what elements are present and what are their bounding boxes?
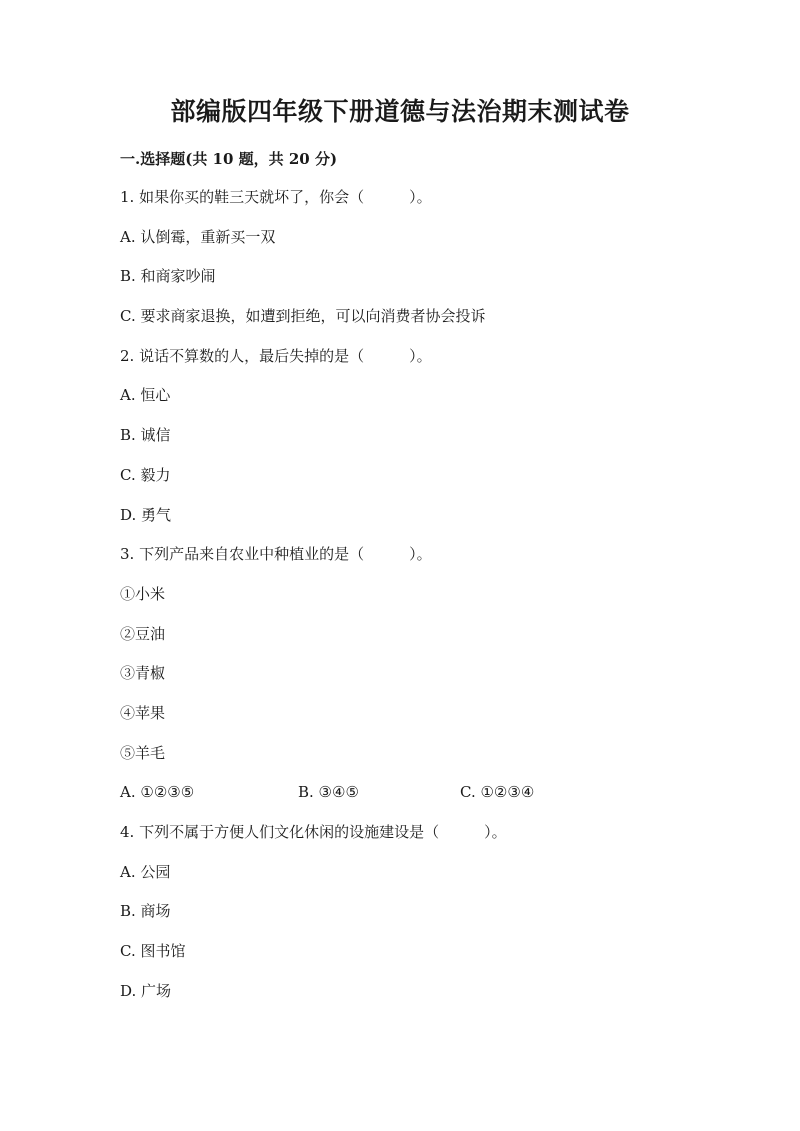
question-4-option-d: D. 广场 (120, 981, 172, 1000)
question-3-item-5: ⑤羊毛 (120, 743, 166, 762)
question-3-item-2: ②豆油 (120, 624, 166, 643)
question-4-option-a: A. 公园 (120, 862, 171, 881)
question-3-option-a: A. ①②③⑤ (120, 783, 195, 802)
question-1-option-b: B. 和商家吵闹 (120, 267, 216, 286)
question-3-item-3: ③青椒 (120, 664, 166, 683)
question-2-stem: 2. 说话不算数的人，最后失掉的是（ ）。 (120, 346, 432, 365)
question-1-option-a: A. 认倒霉，重新买一双 (120, 227, 276, 246)
question-4-option-c: C. 图书馆 (120, 942, 186, 961)
question-4-stem: 4. 下列不属于方便人们文化休闲的设施建设是（ ）。 (120, 823, 507, 841)
question-3-options-row (120, 773, 720, 813)
question-3-option-c: C. ①②③④ (460, 783, 535, 802)
section-heading: 一.选择题(共 10 题，共 20 分) (120, 150, 338, 168)
question-1-stem: 1. 如果你买的鞋三天就坏了，你会（ ）。 (120, 188, 432, 206)
question-3-item-1: ①小米 (120, 584, 166, 603)
question-2-option-a: A. 恒心 (120, 386, 171, 405)
question-3-stem: 3. 下列产品来自农业中种植业的是（ ）。 (120, 545, 432, 564)
question-list (120, 178, 720, 1011)
question-3-item-4: ④苹果 (120, 703, 166, 722)
question-3-option-b: B. ③④⑤ (298, 783, 359, 802)
question-2-option-c: C. 毅力 (120, 465, 171, 484)
question-2-option-d: D. 勇气 (120, 505, 172, 524)
question-1-option-c: C. 要求商家退换，如遭到拒绝，可以向消费者协会投诉 (120, 307, 486, 326)
question-4-option-b: B. 商场 (120, 902, 171, 921)
question-2-option-b: B. 诚信 (120, 426, 171, 445)
page-title: 部编版四年级下册道德与法治期末测试卷 (170, 97, 630, 126)
